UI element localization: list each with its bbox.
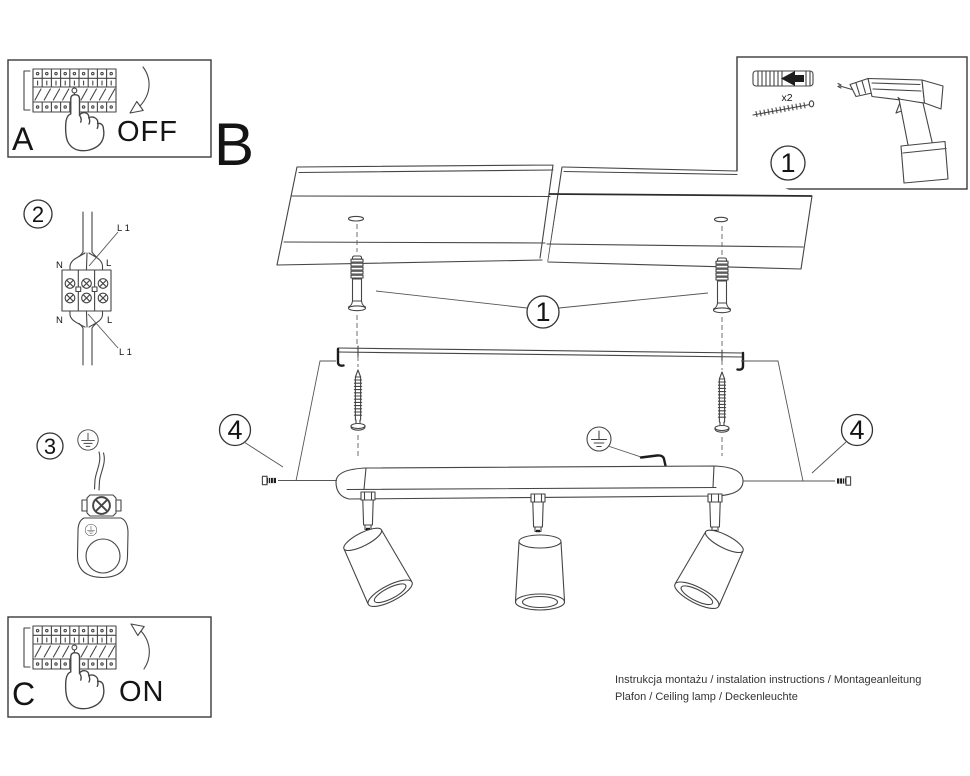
spotlight-middle <box>516 535 565 610</box>
callout-3: 3 <box>43 434 57 459</box>
footer <box>615 674 921 703</box>
callout-4-right: 4 <box>849 415 865 445</box>
wall-anchor-icon <box>349 256 366 311</box>
breaker-panel-icon <box>24 626 116 669</box>
power-on-label: ON <box>119 676 165 708</box>
label-line-bottom: L 1 <box>119 347 132 358</box>
step-a-power-off <box>8 60 211 157</box>
projection-line-right <box>741 361 803 481</box>
label-live-bottom: L <box>107 315 113 326</box>
callout-1-parts: 1 <box>780 148 796 178</box>
cable-top <box>83 212 92 252</box>
step-b-label: B <box>214 111 255 178</box>
label-neutral-top: N <box>56 260 63 271</box>
label-live-top: L <box>106 258 112 269</box>
screw-icon <box>715 372 729 432</box>
anchor-quantity: x2 <box>781 92 793 104</box>
footer-line-1: Instrukcja montażu / instalation instructions / Montageanleitung <box>615 674 922 686</box>
step-c-label: C <box>12 676 36 712</box>
step-3-ground-diagram <box>37 430 128 578</box>
footer-line-2: Plafon / Ceiling lamp / Deckenleuchte <box>615 691 798 703</box>
breaker-panel-icon <box>24 69 116 112</box>
step-c-power-on <box>8 617 211 717</box>
spotlight-right <box>671 524 749 613</box>
main-assembly-diagram <box>214 111 873 613</box>
drill-icon <box>838 79 948 184</box>
projection-line-left <box>296 361 336 481</box>
ceiling-panel-right <box>547 167 812 269</box>
spot-stem <box>531 494 545 532</box>
mounting-bracket <box>338 346 743 370</box>
step-a-label: A <box>12 121 34 157</box>
drill-hole-left <box>349 216 364 221</box>
label-line-top: L 1 <box>117 223 130 234</box>
power-off-label: OFF <box>117 116 178 148</box>
spotlight-left <box>338 522 416 611</box>
cable-bottom <box>83 328 92 365</box>
step-2-wiring-diagram <box>24 200 132 365</box>
callout-2: 2 <box>31 202 45 227</box>
callout-1-main: 1 <box>535 297 551 327</box>
ceiling-panel-left <box>277 165 562 265</box>
earth-icon <box>85 524 97 536</box>
earth-icon <box>587 427 611 451</box>
screw-icon <box>351 370 365 430</box>
locking-screw-icon <box>837 477 851 485</box>
callout-4-left: 4 <box>227 415 243 445</box>
wall-anchor-icon <box>753 71 813 86</box>
wall-anchor-icon <box>714 258 731 313</box>
required-parts-box <box>737 57 967 189</box>
earth-icon <box>78 430 98 450</box>
locking-screw-icon <box>262 476 276 484</box>
spot-stem <box>708 494 722 532</box>
label-neutral-bottom: N <box>56 315 63 326</box>
arrow-up-icon <box>141 631 149 669</box>
arrow-down-icon <box>140 67 149 106</box>
terminal-block <box>62 270 111 311</box>
drill-hole-right <box>715 217 728 221</box>
spot-stem <box>361 492 375 530</box>
